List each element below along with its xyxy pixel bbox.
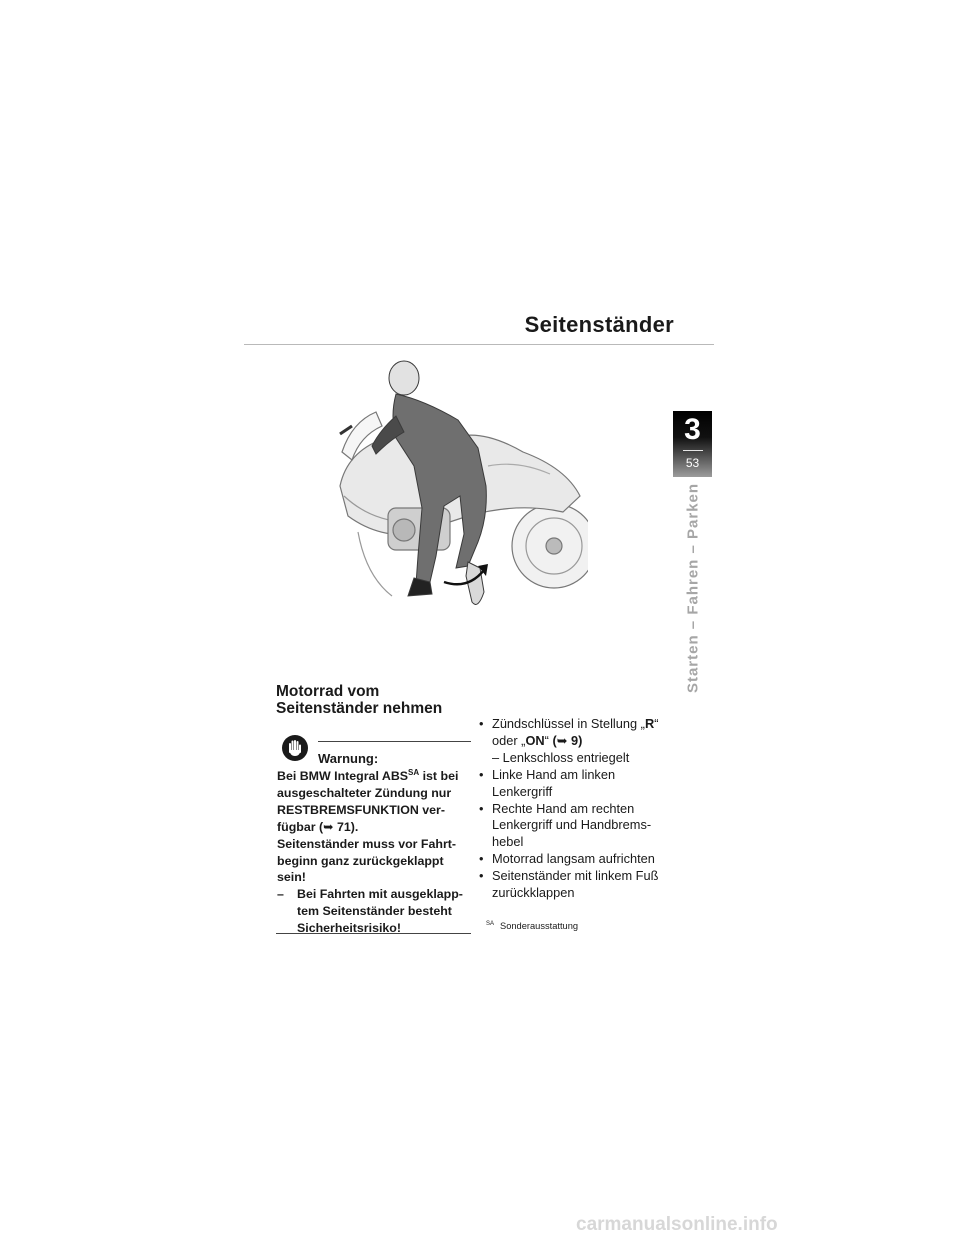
bullet: • <box>479 851 484 867</box>
chapter-divider <box>683 450 703 451</box>
warning-line: Sicherheitsrisiko! <box>297 921 401 936</box>
warning-dash-item <box>277 886 475 937</box>
step-item <box>479 868 684 902</box>
steps-list <box>479 716 684 902</box>
warning-heading: Warnung: <box>318 751 379 766</box>
footnote-text: Sonderausstattung <box>500 921 579 931</box>
warning-line: sein! <box>277 870 306 885</box>
warning-line: ausgeschalteter Zündung nur <box>277 785 452 800</box>
header-rule <box>244 344 714 345</box>
step-text: oder „ <box>492 732 526 748</box>
step-line <box>492 733 684 750</box>
watermark: carmanualsonline.info <box>576 1214 778 1235</box>
step-line: Linke Hand am linken <box>492 766 616 782</box>
warning-rule-top <box>318 741 471 742</box>
warning-line: fügbar (➥ 71). <box>277 819 359 834</box>
step-item <box>479 851 684 868</box>
step-text: Zündschlüssel in Stellung „ <box>492 716 645 731</box>
chapter-number: 3 <box>684 413 701 446</box>
bullet: • <box>479 800 484 816</box>
step-text: “ <box>544 732 553 748</box>
page-title: Seitenständer <box>524 312 674 337</box>
motorcycle-illustration <box>318 356 588 618</box>
step-item <box>479 801 684 852</box>
page-number: 53 <box>685 456 700 470</box>
warning-line: beginn ganz zurückgeklappt <box>277 853 444 868</box>
step-line: Rechte Hand am rechten <box>492 800 635 816</box>
step-line <box>492 716 684 733</box>
bullet: • <box>479 716 484 731</box>
key-position-on: ON <box>525 732 545 748</box>
step-line: Lenkergriff und Handbrems- <box>492 817 652 833</box>
warning-body <box>277 768 475 937</box>
step-line: zurückklappen <box>492 885 575 901</box>
warning-line: tem Seitenständer besteht <box>297 904 452 919</box>
warning-line: Bei Fahrten mit ausgeklapp- <box>297 887 463 902</box>
step-item <box>479 767 684 801</box>
step-item <box>479 716 684 767</box>
warning-hand-icon <box>281 734 309 762</box>
step-line: hebel <box>492 834 524 850</box>
warning-line: Seitenständer muss vor Fahrt- <box>277 836 457 851</box>
section-title <box>276 683 476 717</box>
warning-line: RESTBREMSFUNKTION ver- <box>277 802 445 817</box>
warning-line <box>277 768 475 785</box>
footnote-marker: SA <box>486 921 495 927</box>
key-position-r: R <box>644 716 655 731</box>
step-line: Motorrad langsam aufrichten <box>492 851 655 867</box>
step-line: Lenkergriff <box>492 783 553 799</box>
footnote <box>486 921 578 931</box>
step-line: Seitenständer mit linkem Fuß <box>492 868 659 884</box>
dash-marker: – <box>277 887 284 902</box>
chapter-tab <box>673 411 712 477</box>
bullet: • <box>479 766 484 782</box>
warning-text: Bei BMW Integral ABS <box>277 769 409 783</box>
warning-text: ist bei <box>419 769 459 783</box>
bullet: • <box>479 868 484 884</box>
section-title-line: Motorrad vom <box>276 683 380 700</box>
page-reference: (➥ 9) <box>552 732 583 748</box>
section-title-line: Seitenständer nehmen <box>276 700 443 717</box>
footnote-marker: SA <box>408 767 420 777</box>
chapter-side-label: Starten – Fahren – Parken <box>684 482 702 694</box>
warning-rule-bottom <box>276 933 471 934</box>
step-line: – Lenkschloss entriegelt <box>492 749 630 765</box>
step-text: “ <box>654 716 659 731</box>
